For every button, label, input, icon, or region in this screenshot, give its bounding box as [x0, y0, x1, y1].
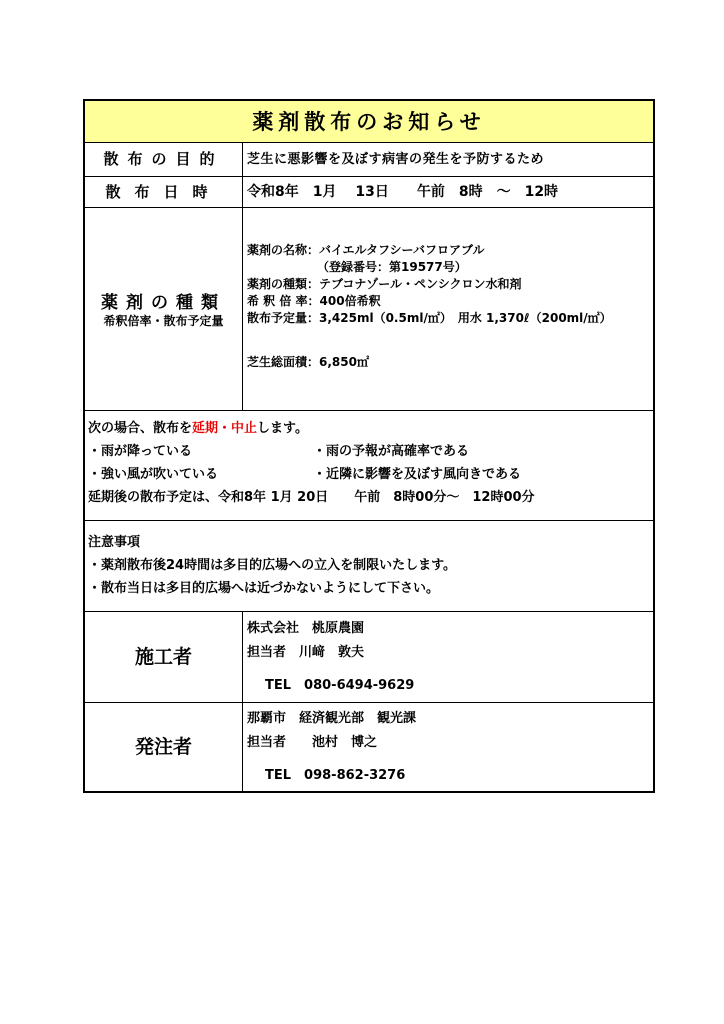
condition-rain-forecast: ・雨の予報が高確率である — [313, 444, 470, 459]
notes-line-1: ・薬剤散布後24時間は多目的広場への立入を制限いたします。 — [88, 558, 457, 573]
datetime-row — [85, 177, 653, 208]
chemical-amount: 散布予定量：3,425ml（0.5ml/㎡） 用水 1,370ℓ（200ml/㎡） — [247, 311, 612, 325]
contractor-person: 担当者 川﨑 敦夫 — [247, 645, 365, 660]
chemical-row — [85, 208, 653, 411]
chemical-label-cell — [85, 208, 243, 410]
chemical-type: 薬剤の種類：テブコナゾール・ペンシクロン水和剤 — [247, 277, 522, 291]
postpone-row — [85, 411, 653, 521]
condition-wind-direction: ・近隣に影響を及ぼす風向きである — [313, 467, 522, 482]
chemical-sublabel: 希釈倍率・散布予定量 — [103, 314, 224, 328]
contractor-label: 施工者 — [85, 612, 243, 702]
datetime-value: 令和8年 1月 13日 午前 8時 ～ 12時 — [247, 184, 559, 200]
purpose-value: 芝生に悪影響を及ぼす病害の発生を予防するため — [247, 152, 545, 167]
condition-rain: ・雨が降っている — [88, 444, 193, 459]
client-detail-cell — [243, 703, 653, 791]
purpose-row — [85, 143, 653, 177]
postpone-intro — [88, 417, 308, 436]
notes-line-2: ・散布当日は多目的広場へは近づかないようにして下さい。 — [88, 581, 440, 596]
turf-area: 芝生総面積：6,850㎡ — [247, 355, 369, 369]
reschedule-text: 延期後の散布予定は、令和8年 1月 20日 午前 8時00分～ 12時00分 — [88, 490, 535, 505]
notes-heading: 注意事項 — [88, 535, 141, 550]
postpone-intro-after: します。 — [257, 421, 308, 436]
contractor-tel: TEL 080-6494-9629 — [265, 678, 415, 693]
purpose-label: 散布の目的 — [85, 143, 243, 176]
client-label: 発注者 — [85, 703, 243, 791]
contractor-detail-cell — [243, 612, 653, 702]
postpone-intro-highlight: 延期・中止 — [192, 421, 258, 436]
contractor-company: 株式会社 桃原農園 — [247, 621, 365, 636]
chemical-label: 薬剤の種類 — [101, 293, 226, 313]
condition-wind: ・強い風が吹いている — [88, 467, 219, 482]
client-tel: TEL 098-862-3276 — [265, 768, 406, 783]
notice-sheet — [83, 99, 655, 793]
notes-row — [85, 521, 653, 612]
chemical-dilution: 希 釈 倍 率：400倍希釈 — [247, 294, 381, 308]
datetime-label: 散布日時 — [85, 177, 243, 207]
postpone-intro-before: 次の場合、散布を — [88, 421, 193, 436]
client-company: 那覇市 経済観光部 観光課 — [247, 711, 417, 726]
client-row — [85, 703, 653, 791]
chemical-detail-cell — [243, 208, 653, 410]
client-person: 担当者 池村 博之 — [247, 735, 378, 750]
chemical-registration: （登録番号：第19577号） — [317, 260, 467, 274]
contractor-row — [85, 612, 653, 703]
chemical-name: 薬剤の名称：バイエルタフシーバフロアブル — [247, 243, 485, 257]
notice-title: 薬剤散布のお知らせ — [85, 101, 653, 143]
